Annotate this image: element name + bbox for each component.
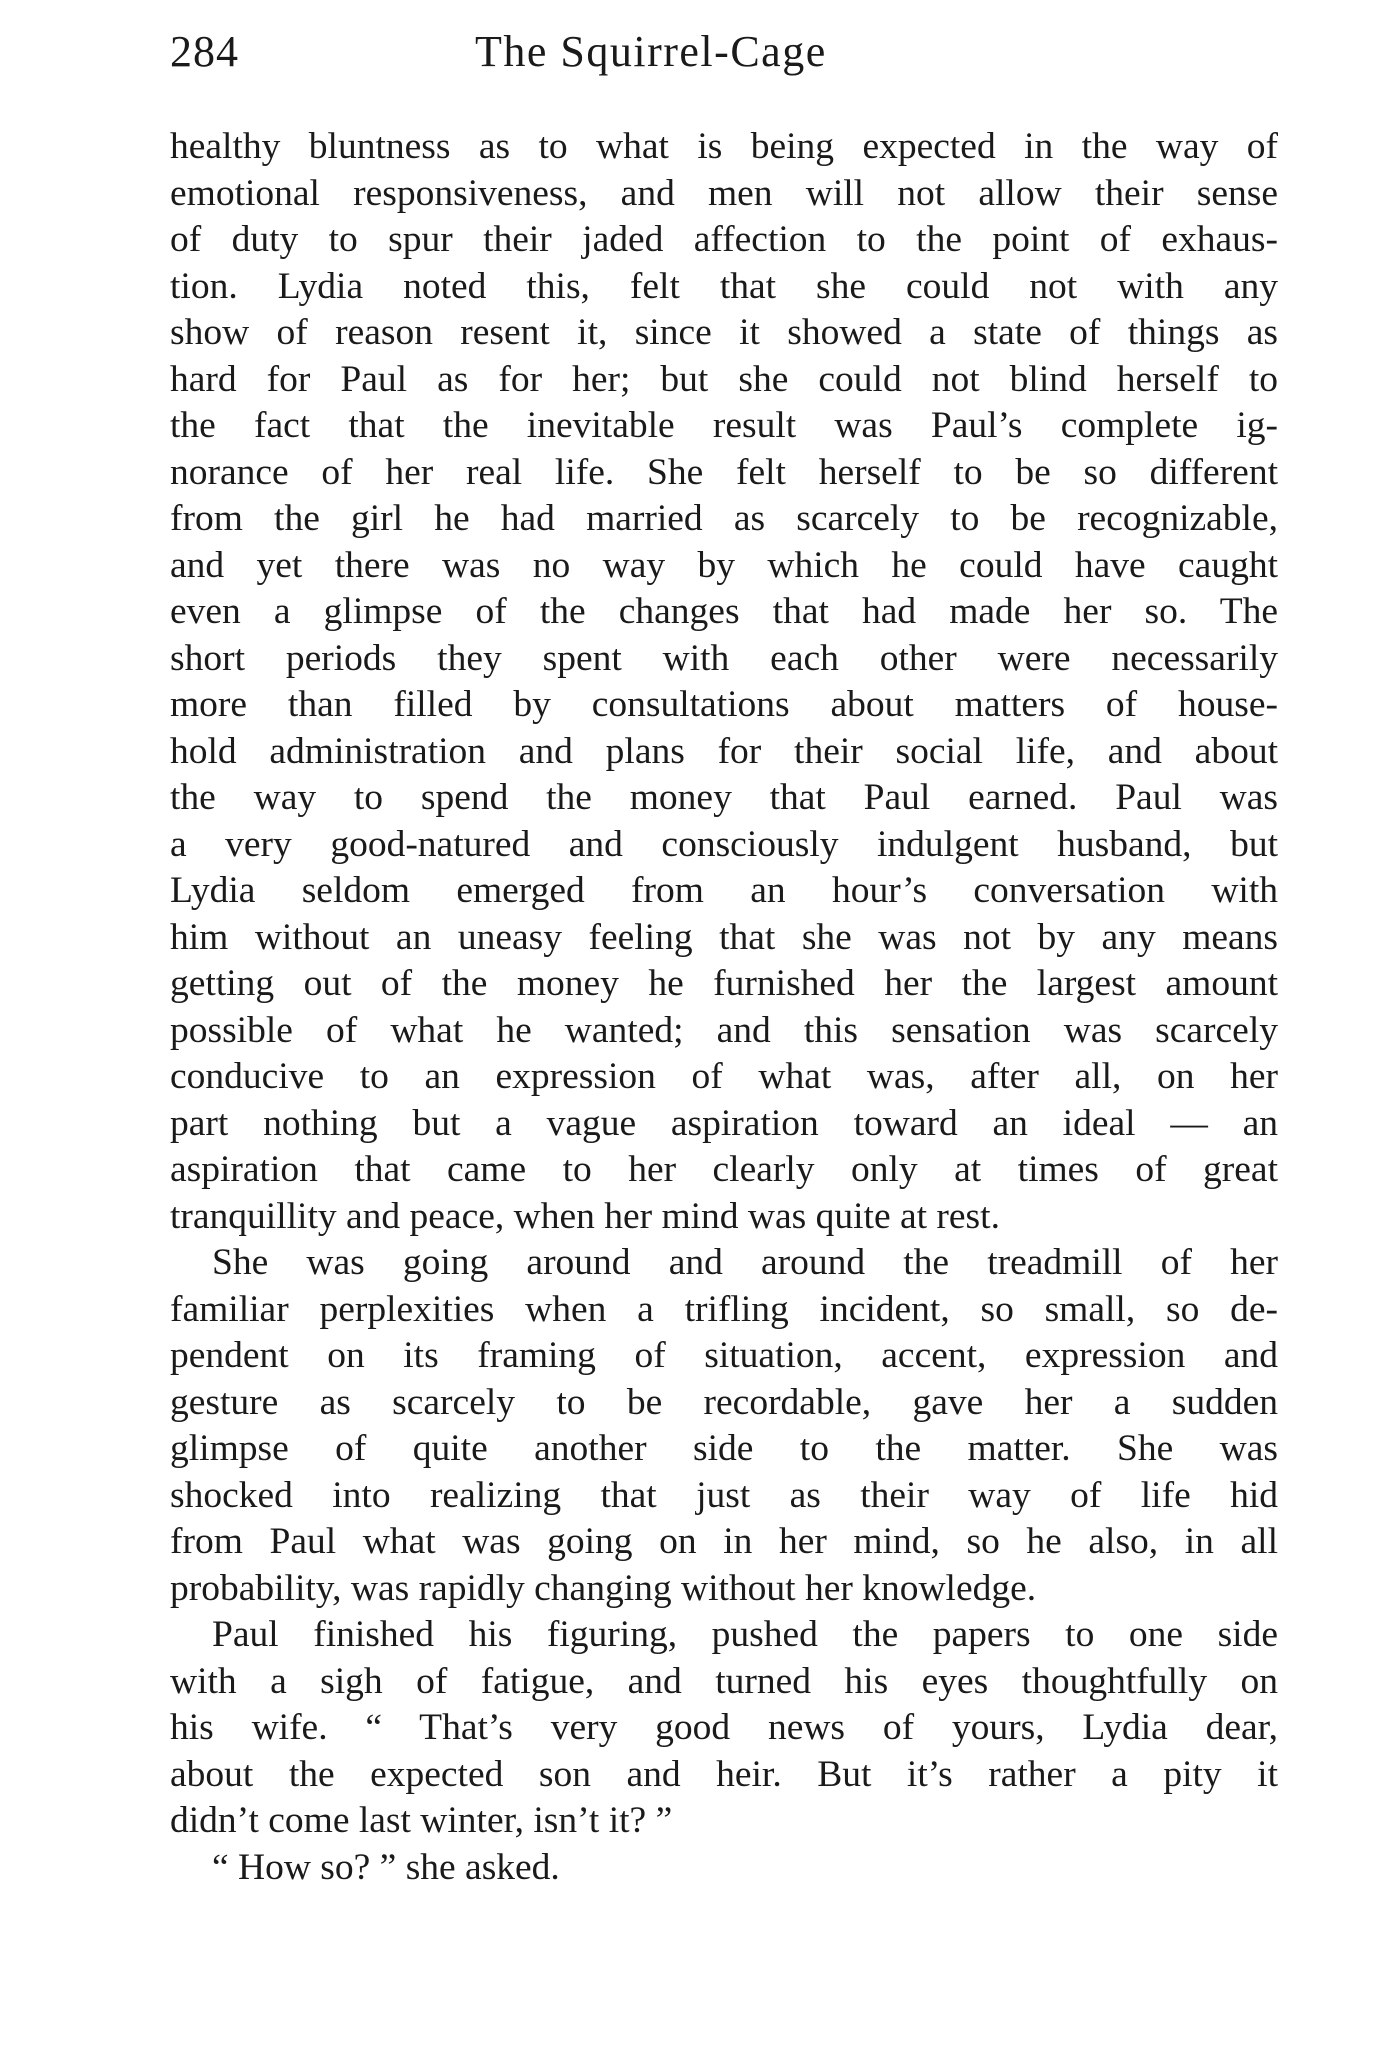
text-line: possible of what he wanted; and this sensation was scarcely — [170, 1009, 1278, 1051]
text-line: aspiration that came to her clearly only at times of great — [170, 1149, 1278, 1190]
text-line: shocked into realizing that just as their way of life hid — [170, 1474, 1278, 1516]
text-line: a very good-natured and consciously indulgent husband, but — [170, 823, 1278, 865]
text-line: pendent on its framing of situation, accent, expression and — [170, 1335, 1278, 1376]
text-line: gesture as scarcely to be recordable, gave her a sudden — [170, 1381, 1278, 1423]
text-line: of duty to spur their jaded affection to the point of exhaus- — [170, 219, 1278, 260]
body-text — [170, 124, 1278, 1891]
text-line: him without an uneasy feeling that she was not by any means — [170, 916, 1278, 958]
text-line: part nothing but a vague aspiration toward an ideal — an — [170, 1102, 1278, 1144]
text-line: conducive to an expression of what was, after all, on her — [170, 1056, 1278, 1097]
text-line: show of reason resent it, since it showed a state of things as — [170, 312, 1278, 353]
text-line: emotional responsiveness, and men will not allow their sense — [170, 172, 1278, 214]
page-number: 284 — [170, 27, 239, 76]
text-line: norance of her real life. She felt herself to be so different — [170, 451, 1278, 493]
text-line: She was going around and around the treadmill of her — [212, 1242, 1278, 1283]
text-line: Paul finished his figuring, pushed the papers to one side — [212, 1614, 1278, 1655]
text-line: the fact that the inevitable result was Paul’s complete ig- — [170, 405, 1278, 446]
text-line: glimpse of quite another side to the matter. She was — [170, 1428, 1278, 1469]
text-line: from Paul what was going on in her mind, so he also, in all — [170, 1521, 1278, 1562]
text-line: didn’t come last winter, isn’t it? ” — [170, 1800, 673, 1841]
text-line: the way to spend the money that Paul earned. Paul was — [170, 777, 1278, 818]
text-line: hard for Paul as for her; but she could not blind herself to — [170, 358, 1278, 400]
text-line: tion. Lydia noted this, felt that she could not with any — [170, 265, 1278, 307]
text-line: tranquillity and peace, when her mind was quite at rest. — [170, 1195, 1000, 1237]
text-line: Lydia seldom emerged from an hour’s conversation with — [170, 870, 1278, 911]
text-line: and yet there was no way by which he could have caught — [170, 544, 1278, 586]
text-line: familiar perplexities when a trifling incident, so small, so de- — [170, 1288, 1278, 1330]
text-line: healthy bluntness as to what is being expected in the way of — [170, 126, 1278, 167]
text-line: short periods they spent with each other were necessarily — [170, 637, 1278, 679]
text-line: about the expected son and heir. But it’s rather a pity it — [170, 1753, 1278, 1795]
text-line: probability, was rapidly changing without her knowledge. — [170, 1567, 1037, 1609]
text-line: with a sigh of fatigue, and turned his eyes thoughtfully on — [170, 1660, 1278, 1702]
text-line: from the girl he had married as scarcely to be recognizable, — [170, 498, 1278, 539]
text-line: his wife. “ That’s very good news of yours, Lydia dear, — [170, 1707, 1278, 1748]
text-line: more than filled by consultations about matters of house- — [170, 684, 1278, 725]
text-line: hold administration and plans for their social life, and about — [170, 730, 1278, 772]
running-title: The Squirrel-Cage — [475, 27, 827, 76]
text-line: “ How so? ” she asked. — [212, 1846, 560, 1888]
text-line: even a glimpse of the changes that had made her so. The — [170, 591, 1278, 632]
text-line: getting out of the money he furnished her the largest amount — [170, 963, 1278, 1004]
